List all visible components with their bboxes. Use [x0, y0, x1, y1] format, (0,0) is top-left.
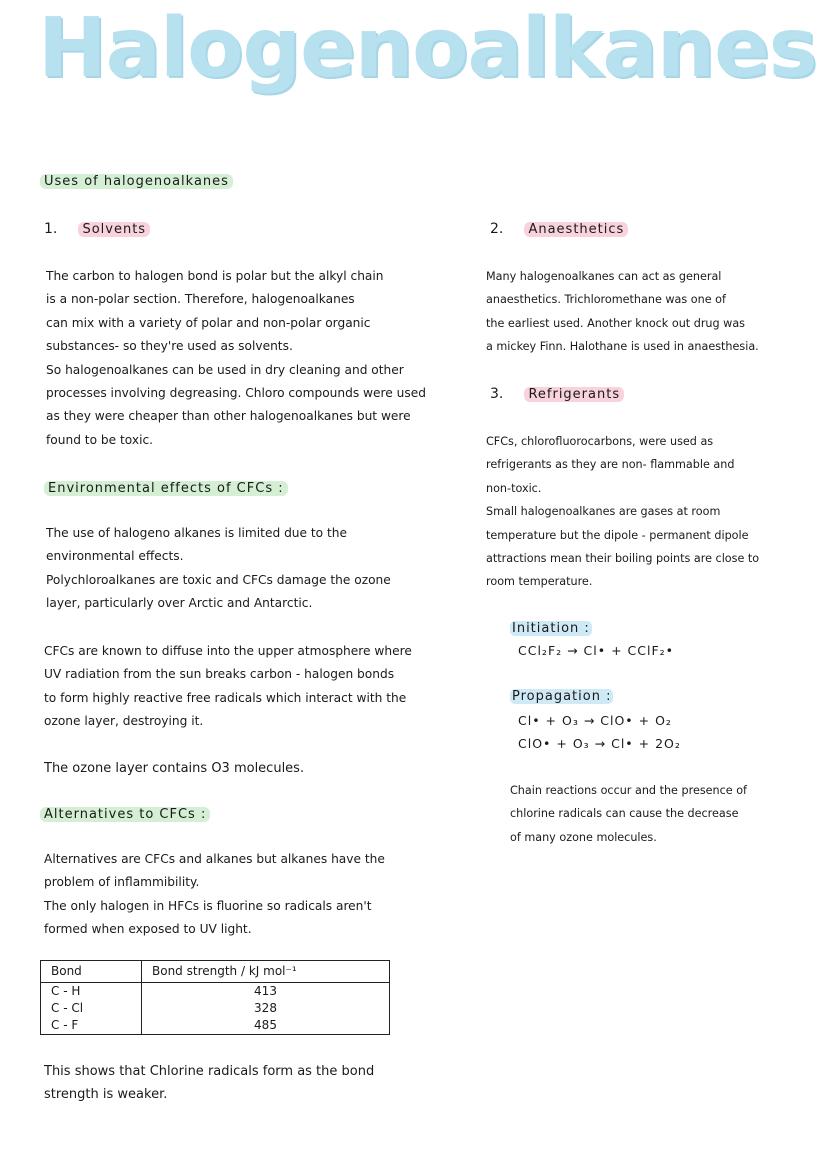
bond-cell: C - F [41, 1017, 142, 1035]
anaesthetics-label: Anaesthetics [524, 222, 628, 237]
environment-heading-text: Environmental effects of CFCs : [44, 481, 288, 496]
alternatives-heading-text: Alternatives to CFCs : [40, 807, 210, 822]
environment-line: to form highly reactive free radicals which interact with the [44, 690, 407, 705]
chain-line: chlorine radicals can cause the decrease [510, 807, 739, 821]
table-row [41, 983, 390, 1001]
refrigerants-line: refrigerants as they are non- flammable and [486, 458, 735, 472]
refrigerants-label: Refrigerants [524, 387, 624, 402]
solvents-line: So halogenoalkanes can be used in dry cleaning and other [46, 362, 404, 377]
alternatives-line: Alternatives are CFCs and alkanes but alkanes have the [44, 852, 385, 866]
uses-heading [40, 170, 233, 189]
solvents-number: 1. [44, 221, 58, 237]
environment-line: Polychloroalkanes are toxic and CFCs damage the ozone [46, 572, 391, 587]
ozone-note-text: The ozone layer contains O3 molecules. [44, 761, 305, 776]
alternatives-heading [40, 803, 210, 822]
strength-column-header: Bond strength / kJ mol⁻¹ [142, 961, 390, 983]
chain-reactions-text [510, 779, 820, 849]
refrigerants-line: attractions mean their boiling points are close to [486, 552, 760, 566]
refrigerants-number: 3. [490, 386, 504, 402]
anaesthetics-text [486, 265, 822, 359]
solvents-label: Solvents [78, 222, 150, 237]
alternatives-line: formed when exposed to UV light. [44, 922, 252, 937]
page-title: Halogenoalkanes [38, 1, 817, 96]
anaesthetics-heading [490, 218, 628, 237]
refrigerants-line: CFCs, chlorofluorocarbons, were used as [486, 435, 714, 448]
anaesthetics-number: 2. [490, 221, 504, 237]
alternatives-text [44, 848, 474, 942]
strength-cell: 485 [254, 1018, 277, 1032]
solvents-heading [44, 218, 150, 237]
uses-heading-text: Uses of halogenoalkanes [40, 174, 233, 189]
solvents-line: as they were cheaper than other halogenoalkanes but were [46, 409, 411, 424]
table-row [41, 1000, 390, 1017]
anaesthetics-line: Many halogenoalkanes can act as general [486, 270, 722, 283]
ozone-note [44, 757, 464, 780]
bond-note-line: strength is weaker. [44, 1087, 168, 1103]
bond-cell: C - H [41, 983, 142, 1001]
alternatives-line: problem of inflammibility. [44, 875, 200, 890]
alternatives-line: The only halogen in HFCs is fluorine so radicals aren't [44, 898, 372, 913]
solvents-line: found to be toxic. [46, 432, 154, 447]
strength-cell: 328 [254, 1001, 277, 1015]
strength-cell: 413 [254, 984, 277, 998]
propagation-equation-1: Cl• + O₃ → ClO• + O₂ [518, 713, 672, 728]
environment-line: CFCs are known to diffuse into the upper atmosphere where [44, 644, 412, 658]
anaesthetics-line: a mickey Finn. Halothane is used in anaesthesia. [486, 340, 759, 354]
environment-line: The use of halogeno alkanes is limited due to the [46, 526, 348, 540]
solvents-text [46, 265, 466, 452]
bond-table-note [44, 1060, 474, 1107]
anaesthetics-line: the earliest used. Another knock out drug was [486, 316, 746, 330]
environment-para1 [46, 522, 471, 616]
refrigerants-line: room temperature. [486, 575, 593, 589]
chain-line: Chain reactions occur and the presence of [510, 784, 747, 797]
refrigerants-heading [490, 383, 624, 402]
propagation-equation-2: ClO• + O₃ → Cl• + 2O₂ [518, 736, 681, 751]
environment-line: ozone layer, destroying it. [44, 714, 204, 729]
solvents-line: processes involving degreasing. Chloro compounds were used [46, 386, 426, 401]
refrigerants-line: temperature but the dipole - permanent dipole [486, 528, 749, 542]
initiation-heading [510, 617, 592, 636]
solvents-line: substances- so they're used as solvents. [46, 339, 293, 354]
initiation-heading-text: Initiation : [512, 621, 590, 636]
bond-cell: C - Cl [41, 1000, 142, 1017]
environment-para2 [44, 640, 479, 734]
bond-strength-table [40, 960, 390, 1035]
chain-line: of many ozone molecules. [510, 830, 657, 844]
table-header-row [41, 961, 390, 983]
refrigerants-text [486, 430, 822, 594]
refrigerants-line: non-toxic. [486, 481, 542, 495]
propagation-heading-text: Propagation : [512, 689, 612, 704]
solvents-line: The carbon to halogen bond is polar but the alkyl chain [46, 269, 384, 283]
environment-line: layer, particularly over Arctic and Antarctic. [46, 596, 313, 611]
initiation-equation: CCl₂F₂ → Cl• + CClF₂• [518, 643, 675, 658]
environment-heading [44, 477, 288, 496]
anaesthetics-line: anaesthetics. Trichloromethane was one of [486, 293, 726, 307]
environment-line: environmental effects. [46, 549, 184, 564]
solvents-line: can mix with a variety of polar and non-polar organic [46, 315, 371, 330]
environment-line: UV radiation from the sun breaks carbon - halogen bonds [44, 667, 395, 682]
solvents-line: is a non-polar section. Therefore, halogenoalkanes [46, 292, 355, 307]
propagation-heading [510, 685, 613, 704]
table-row [41, 1017, 390, 1035]
bond-column-header: Bond [41, 961, 142, 983]
bond-note-line: This shows that Chlorine radicals form as the bond [44, 1064, 375, 1079]
refrigerants-line: Small halogenoalkanes are gases at room [486, 505, 721, 519]
